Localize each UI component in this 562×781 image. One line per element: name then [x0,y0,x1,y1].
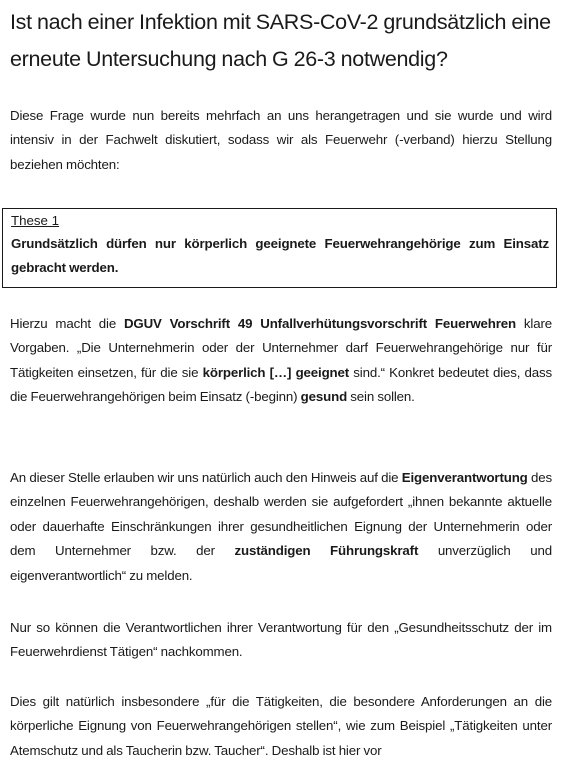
paragraph-health-protection: Nur so können die Verantwortlichen ihrer Verantwortung für den „Gesundheitsschutz der im Feuerwehrdienst Tätigen“ nachkommen. [10,620,552,660]
text-run: unverzüglich und eigenverantwortlich“ zu melden. [10,543,552,583]
intro-paragraph: Diese Frage wurde nun bereits mehrfach an uns herangetragen und sie wurde und wird intensiv in der Fachwelt diskutiert, sodass wir als Feuerwehr (-verband) hierzu Stellung beziehen möchten: [10,108,552,172]
bold-self-responsibility: Eigenverantwortung [401,470,528,485]
thesis-text: Grundsätzlich dürfen nur körperlich geeignete Feuerwehrangehörige zum Einsatz gebracht werden. [11,236,549,276]
text-run: sein sollen. [347,389,415,405]
text-run: An dieser Stelle erlauben wir uns natürlich auch den Hinweis auf die [10,470,402,485]
document-title: Ist nach einer Infektion mit SARS-CoV-2 grundsätzlich eine erneute Untersuchung nach G 26-3 notwendig? [10,10,551,71]
text-run: Hierzu macht die [10,316,124,331]
bold-healthy: gesund [300,389,348,405]
paragraph-special-requirements: Dies gilt natürlich insbesondere „für die Tätigkeiten, die besondere Anforderungen an die körperliche Eignung von Feuerwehrangehörigen stellen“, wie zum Beispiel „Tätigkeiten unter Atemschutz und als Taucherin bzw. Taucher“. Deshalb ist hier vor [10,694,552,758]
text-run: des einzelnen Feuerwehrangehörigen, deshalb werden sie aufgefordert „ihnen bekannte aktuelle oder dauerhafte Einschränkungen ihrer gesundheitlichen Eignung der Unternehmerin oder dem Unternehmer bzw. der [10,470,553,559]
bold-responsible-leader: zuständigen Führungskraft [234,543,419,559]
bold-dguv-regulation: DGUV Vorschrift 49 Unfallverhütungsvorschrift Feuerwehren [123,316,517,331]
text-run: sind.“ Konkret bedeutet dies, dass die Feuerwehrangehörigen beim Einsatz (-beginn) [10,364,553,405]
text-run: klare Vorgaben. „Die Unternehmerin oder der Unternehmer darf Feuerwehrangehörige nur für Tätigkeiten einsetzen, für die sie [10,316,552,380]
thesis-box [2,208,557,288]
paragraph-dguv [10,312,552,410]
thesis-label: These 1 [11,213,60,228]
bold-physically-suitable: körperlich […] geeignet [202,364,350,380]
paragraph-self-responsibility [10,466,552,588]
